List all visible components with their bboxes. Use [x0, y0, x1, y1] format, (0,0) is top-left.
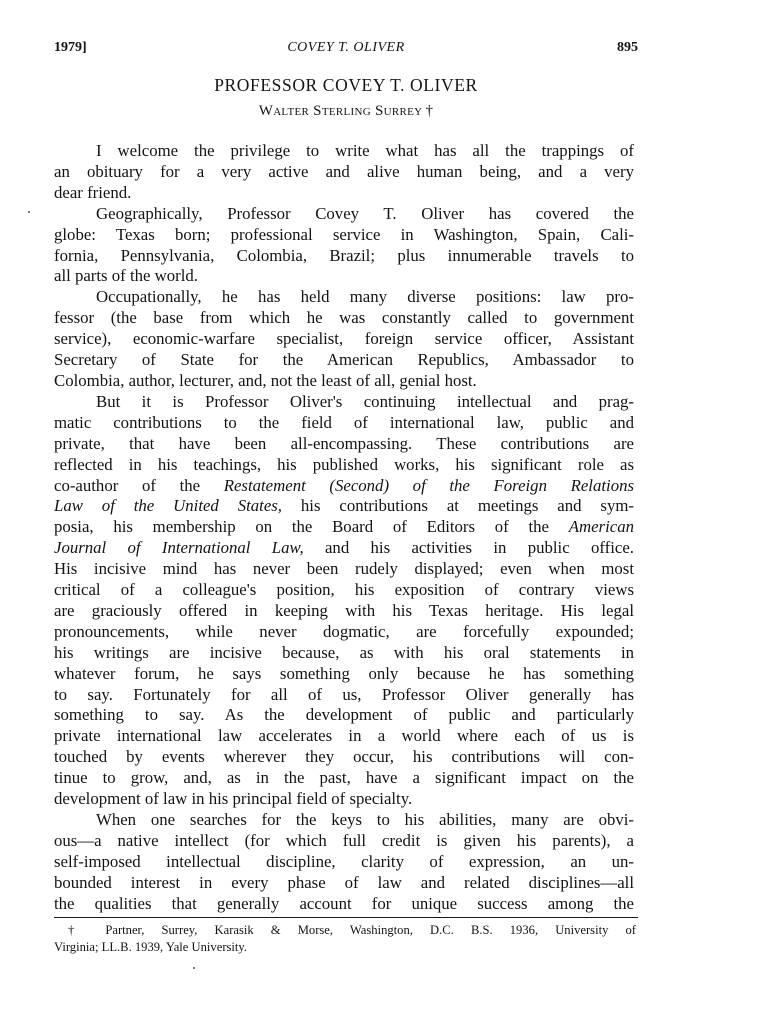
page-number: 895	[617, 40, 638, 55]
text-line: all parts of the world.	[54, 266, 199, 286]
italic-title-segment: Restatement (Second) of the Foreign Relations	[223, 475, 634, 495]
text-line: pronouncements, while never dogmatic, are forcefully expounded;	[54, 621, 634, 641]
text-line: I welcome the privilege to write what has all the trappings of	[96, 141, 634, 160]
text-line: globe: Texas born; professional service in Washington, Spain, Cali-	[54, 224, 634, 244]
text-line: Geographically, Professor Covey T. Oliver has covered the	[96, 203, 634, 223]
text-line: His incisive mind has never been rudely displayed; even when most	[54, 559, 634, 579]
article-body	[54, 141, 634, 915]
text-line-mixed	[54, 496, 634, 517]
text-line: the qualities that generally account for unique success among the	[54, 893, 634, 913]
text-segment: and his activities in public office.	[324, 538, 634, 558]
text-segment: posia, his membership on the Board of Editors of the	[54, 517, 549, 537]
scan-speck	[28, 211, 30, 213]
text-line: Secretary of State for the American Republics, Ambassador to	[54, 350, 634, 370]
text-line: Colombia, author, lecturer, and, not the least of all, genial host.	[54, 370, 477, 390]
italic-title-segment: American	[568, 517, 634, 537]
paragraph-2	[54, 204, 634, 288]
text-line: critical of a colleague's position, his exposition of contrary views	[54, 580, 634, 600]
text-segment: his contributions at meetings and sym-	[300, 496, 634, 516]
text-line: fessor (the base from which he was constantly called to government	[54, 308, 634, 328]
italic-title-segment: Journal of International Law,	[54, 538, 304, 558]
text-line: But it is Professor Oliver's continuing intellectual and prag-	[96, 391, 634, 411]
footnote	[54, 922, 636, 956]
text-line: private, that have been all-encompassing. These contributions are	[54, 433, 634, 453]
text-line-mixed	[54, 517, 634, 538]
text-line: matic contributions to the field of international law, public and	[54, 412, 634, 432]
text-line: bounded interest in every phase of law and related disciplines—all	[54, 872, 634, 892]
paragraph-1	[54, 141, 634, 204]
italic-title-segment: Law of the United States,	[54, 496, 282, 516]
text-line: to say. Fortunately for all of us, Professor Oliver generally has	[54, 684, 634, 704]
text-line: self-imposed intellectual discipline, clarity of expression, an un-	[54, 851, 634, 871]
running-head	[54, 40, 638, 60]
paragraph-3	[54, 287, 634, 392]
running-head-title: COVEY T. OLIVER	[287, 40, 405, 55]
text-line: Occupationally, he has held many diverse positions: law pro-	[96, 287, 634, 307]
footnote-line: † Partner, Surrey, Karasik & Morse, Washington, D.C. B.S. 1936, University of	[68, 923, 636, 937]
text-line: dear friend.	[54, 182, 132, 202]
scan-speck	[193, 967, 195, 969]
text-line: his writings are incisive because, as with his oral statements in	[54, 642, 634, 662]
text-line: ous—a native intellect (for which full credit is given his parents), a	[54, 830, 634, 850]
paragraph-5	[54, 810, 634, 915]
text-line: service), economic-warfare specialist, foreign service officer, Assistant	[54, 329, 634, 349]
text-line: an obituary for a very active and alive human being, and a very	[54, 161, 634, 181]
text-line-mixed	[54, 476, 634, 497]
article-title: PROFESSOR COVEY T. OLIVER	[214, 75, 478, 95]
paragraph-4	[54, 392, 634, 810]
text-line: When one searches for the keys to his abilities, many are obvi-	[96, 810, 634, 829]
text-line: are graciously offered in keeping with his Texas heritage. His legal	[54, 600, 634, 620]
text-line: reflected in his teachings, his published works, his significant role as	[54, 454, 634, 474]
footnote-divider	[54, 917, 638, 918]
text-line-mixed	[54, 538, 634, 559]
author-footnote-mark: †	[425, 103, 434, 119]
footnote-line: Virginia; LL.B. 1939, Yale University.	[54, 940, 248, 954]
text-line: development of law in his principal field of specialty.	[54, 789, 413, 809]
text-segment: co-author of the	[54, 475, 201, 495]
text-line: fornia, Pennsylvania, Colombia, Brazil; plus innumerable travels to	[54, 245, 634, 265]
author-name: Walter Sterling Surrey	[258, 103, 423, 119]
text-line: tinue to grow, and, as in the past, have a significant impact on the	[54, 768, 634, 788]
text-line: whatever forum, he says something only because he has something	[54, 663, 634, 683]
running-head-year: 1979]	[54, 40, 87, 55]
author-line	[54, 103, 638, 120]
text-line: touched by events wherever they occur, his contributions will con-	[54, 747, 634, 767]
text-line: something to say. As the development of public and particularly	[54, 705, 634, 725]
text-line: private international law accelerates in a world where each of us is	[54, 726, 634, 746]
